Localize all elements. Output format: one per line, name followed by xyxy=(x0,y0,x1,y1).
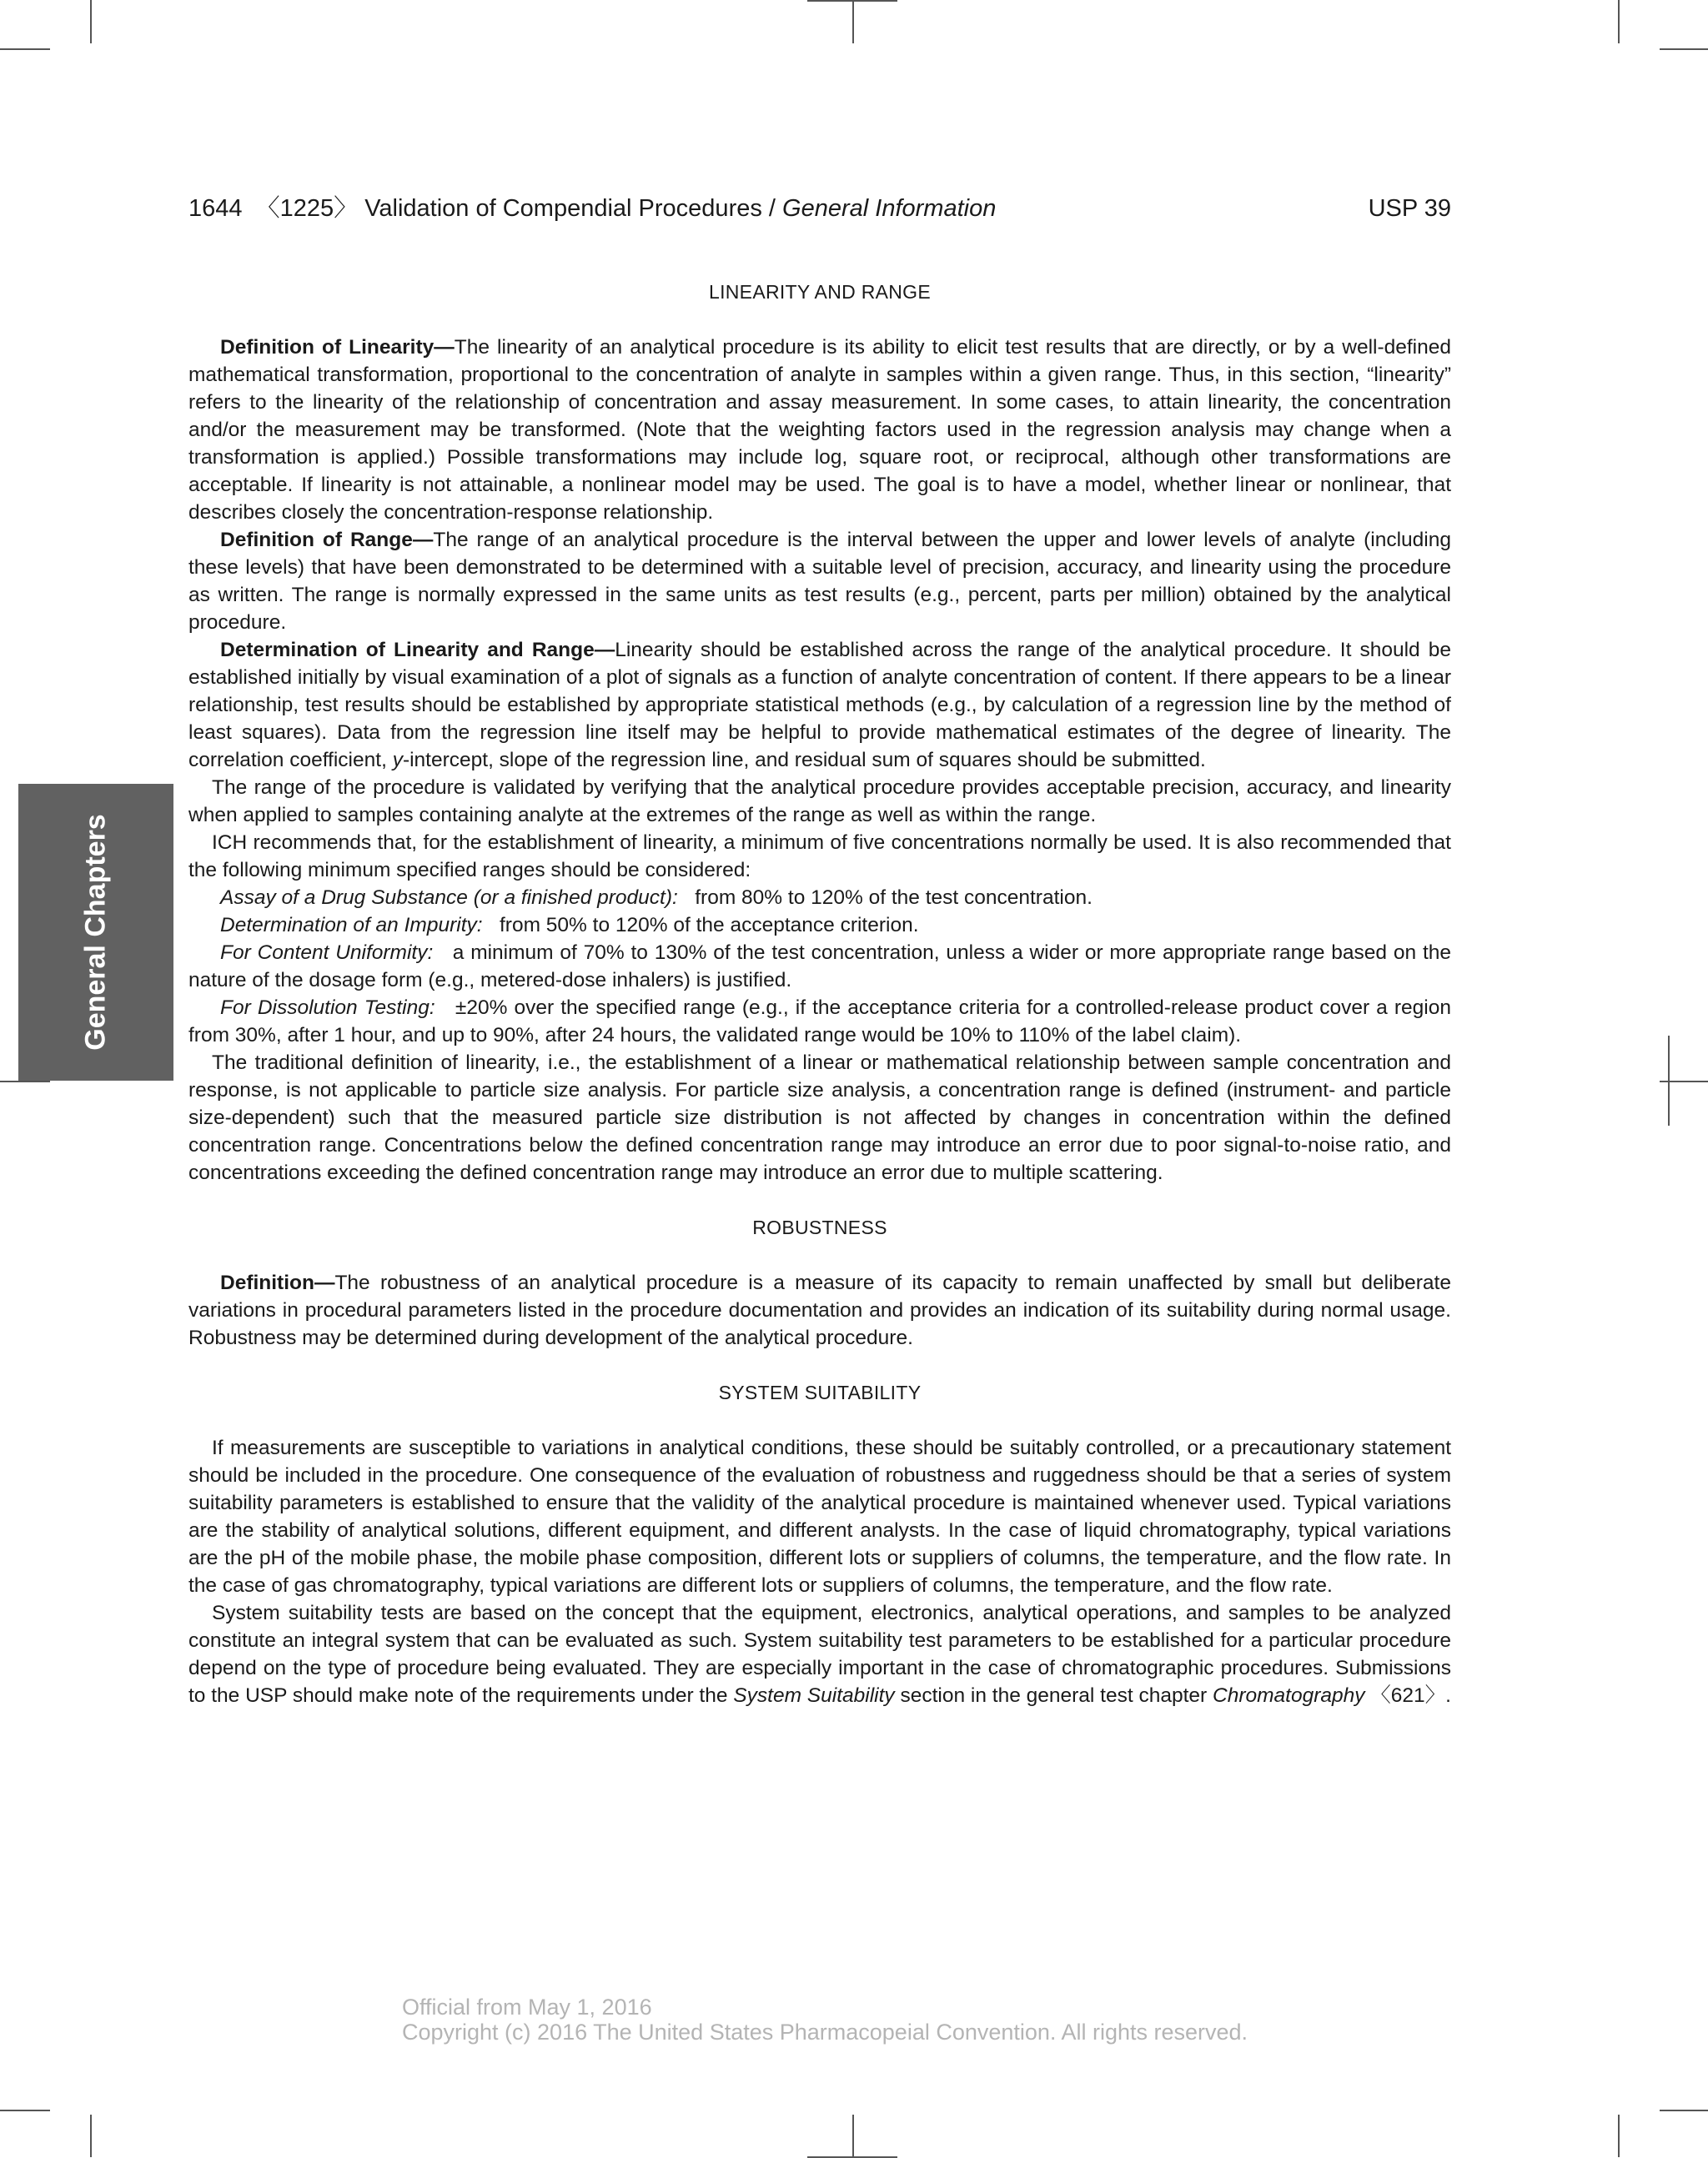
crop-mark xyxy=(0,1081,50,1082)
document-body xyxy=(188,279,1451,1709)
running-head xyxy=(188,192,1451,225)
crop-mark xyxy=(852,0,854,43)
crop-mark xyxy=(1660,48,1708,50)
range-item-label: Determination of an Impurity: xyxy=(220,914,483,936)
text-determination-2: -intercept, slope of the regression line, and residual sum of squares should be submitted. xyxy=(402,749,1206,771)
paragraph-robustness-definition xyxy=(188,1269,1451,1352)
term-determination: Determination of Linearity and Range— xyxy=(220,639,615,661)
text-ss2-b: section in the general test chapter xyxy=(894,1684,1213,1707)
section-title-linearity: LINEARITY AND RANGE xyxy=(708,281,931,303)
range-item xyxy=(188,884,1451,911)
text-ss2-c: 〈621〉. xyxy=(1364,1684,1451,1707)
chapter-number: 〈1225〉 xyxy=(255,195,359,222)
crop-mark xyxy=(1660,1081,1708,1082)
footer-copyright: Copyright (c) 2016 The United States Pharmacopeial Convention. All rights reserved. xyxy=(402,2020,1248,2045)
range-item xyxy=(188,911,1451,939)
paragraph-particle-size: The traditional definition of linearity, i.e., the establishment of a linear or mathematical relationship between sample concentration and response, is not applicable to particle size analysis. For particle size analysis, a concentration range is defined (instrument- and particle size-dependent) such that the measured particle size distribution is not affected by changes in concentration within the defined concentration range. Concentrations below the defined concentration range may introduce an error due to poor signal-to-noise ratio, and concentrations exceeding the defined concentration range may introduce an error due to multiple scattering. xyxy=(188,1051,1451,1184)
crop-mark xyxy=(90,0,92,43)
text-determination-1: Linearity should be established across the range of the analytical procedure. It should be established initially by visual examination of a plot of signals as a function of analyte concentration of content. If there appears to be a linear relationship, test results should be established by appropriate statistical methods (e.g., by calculation of a regression line by the method of least squares). Data from the regression line itself may be helpful to provide mathematical estimates of the degree of linearity. The correlation coefficient, xyxy=(188,639,1451,771)
paragraph-determination xyxy=(188,636,1451,774)
footer-official-date: Official from May 1, 2016 xyxy=(402,1995,652,2020)
range-item xyxy=(188,994,1451,1049)
side-tab-label: General Chapters xyxy=(79,814,112,1051)
running-head-left xyxy=(188,192,996,225)
paragraph-system-suitability-1: If measurements are susceptible to variations in analytical conditions, these should be suitably controlled, or a precautionary statement should be included in the procedure. One consequence of the evaluation of robustness and ruggedness should be that a series of system suitability parameters is established to ensure that the validity of the analytical procedure is maintained whenever used. Typical variations are the stability of analytical solutions, different equipment, and different analysts. In the case of liquid chromatography, typical variations are the pH of the mobile phase, the mobile phase composition, different lots or suppliers of columns, the temperature, and the flow rate. In the case of gas chromatography, typical variations are different lots or suppliers of columns, the temperature, and the flow rate. xyxy=(188,1437,1451,1597)
crop-mark xyxy=(1618,0,1620,43)
side-tab xyxy=(18,784,173,1081)
crop-mark xyxy=(90,2115,92,2157)
range-item-label: Assay of a Drug Substance (or a finished product): xyxy=(220,886,678,909)
range-item xyxy=(188,939,1451,994)
crop-mark xyxy=(1668,1036,1670,1126)
paragraph-definition-linearity xyxy=(188,334,1451,526)
range-item-label: For Dissolution Testing: xyxy=(220,996,435,1019)
text-definition-range: The range of an analytical procedure is the interval between the upper and lower levels of analyte (including these levels) that have been demonstrated to be determined with a suitable level of precision, accuracy, and linearity using the procedure as written. The range is normally expressed in the same units as test results (e.g., percent, parts per million) obtained by the analytical procedure. xyxy=(188,529,1451,634)
range-item-text: from 80% to 120% of the test concentration. xyxy=(695,886,1093,909)
section-title-system-suitability: SYSTEM SUITABILITY xyxy=(718,1382,922,1403)
range-item-text: from 50% to 120% of the acceptance criterion. xyxy=(499,914,919,936)
crop-mark xyxy=(1660,2110,1708,2111)
paragraph-definition-range xyxy=(188,526,1451,636)
range-item-label: For Content Uniformity: xyxy=(220,941,434,964)
text-ss2-a: System suitability tests are based on the concept that the equipment, electronics, analytical operations, and samples to be analyzed constitute an integral system that can be evaluated as such. System suitability test parameters to be established for a particular procedure depend on the type of procedure being evaluated. They are especially important in the case of chromatographic procedures. Submissions to the USP should make note of the requirements under the xyxy=(188,1602,1451,1707)
term-robustness-definition: Definition— xyxy=(220,1272,335,1294)
copyright-footer xyxy=(402,1995,1248,2045)
italic-y: y xyxy=(392,749,403,771)
term-definition-linearity: Definition of Linearity— xyxy=(220,336,455,359)
crop-mark xyxy=(1618,2115,1620,2157)
crop-mark xyxy=(0,48,50,50)
page-number: 1644 xyxy=(188,195,243,222)
range-item-text: ±20% over the specified range (e.g., if the acceptance criteria for a controlled-release product cover a region from 30%, after 1 hour, and up to 90%, after 24 hours, the validated range would be 10% to 110% of the label claim). xyxy=(188,996,1451,1046)
section-title-robustness: ROBUSTNESS xyxy=(752,1217,887,1238)
chapter-title: Validation of Compendial Procedures / xyxy=(364,195,776,222)
edition-label: USP 39 xyxy=(1368,195,1451,222)
italic-chromatography: Chromatography xyxy=(1213,1684,1365,1707)
term-definition-range: Definition of Range— xyxy=(220,529,434,551)
crop-mark xyxy=(852,2115,854,2157)
paragraph-system-suitability-2 xyxy=(188,1599,1451,1709)
text-robustness-definition: The robustness of an analytical procedure is a measure of its capacity to remain unaffected by small but deliberate variations in procedural parameters listed in the procedure documentation and provides an indication of its suitability during normal usage. Robustness may be determined during development of the analytical procedure. xyxy=(188,1272,1451,1349)
paragraph-ich: ICH recommends that, for the establishment of linearity, a minimum of five concentrations normally be used. It is also recommended that the following minimum specified ranges should be considered: xyxy=(188,831,1451,881)
italic-system-suitability: System Suitability xyxy=(733,1684,895,1707)
section-name: General Information xyxy=(782,195,997,222)
text-definition-linearity: The linearity of an analytical procedure is its ability to elicit test results that are directly, or by a well-defined mathematical transformation, proportional to the concentration of analyte in samples within a given range. Thus, in this section, “linearity” refers to the linearity of the relationship of concentration and assay measurement. In some cases, to attain linearity, the concentration and/or the measurement may be transformed. (Note that the weighting factors used in the regression analysis may change when a transformation is applied.) Possible transformations may include log, square root, or reciprocal, although other transformations are acceptable. If linearity is not attainable, a nonlinear model may be used. The goal is to have a model, whether linear or nonlinear, that describes closely the concentration-response relationship. xyxy=(188,336,1451,524)
range-item-text: a minimum of 70% to 130% of the test concentration, unless a wider or more appropriate range based on the nature of the dosage form (e.g., metered-dose inhalers) is justified. xyxy=(188,941,1452,991)
paragraph-range-validation: The range of the procedure is validated by verifying that the analytical procedure provides acceptable precision, accuracy, and linearity when applied to samples containing analyte at the extremes of the range as well as within the range. xyxy=(188,776,1451,826)
crop-mark xyxy=(0,2110,50,2111)
